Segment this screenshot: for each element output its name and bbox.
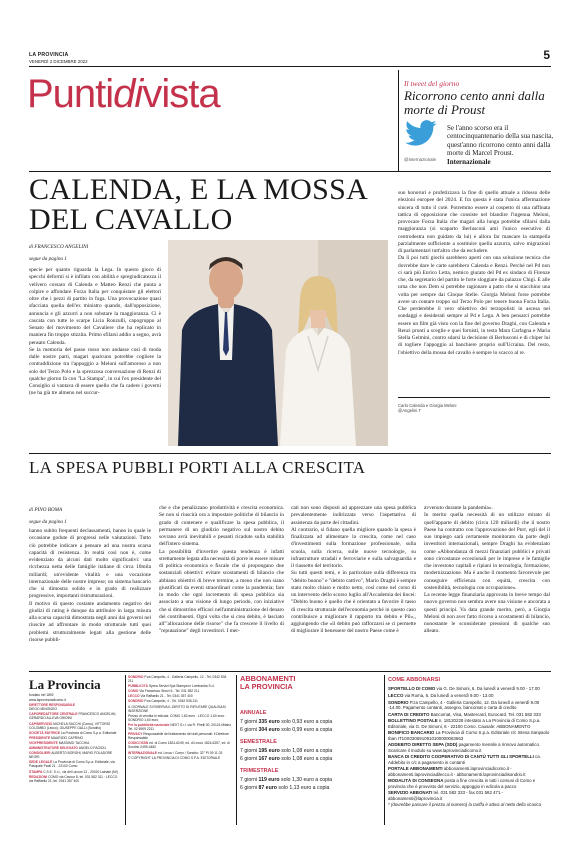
contact-item <box>388 742 551 752</box>
contact-label: PORTALE ABBONAMENTI <box>388 766 444 772</box>
footer-logo: La Provincia <box>29 677 101 692</box>
info-label: PRIVACY <box>128 732 144 737</box>
staff-value: La Provincia di Como S.p.a. Editoriale, via Pasquale Paoli 21 - 22100 Como <box>29 760 115 769</box>
article2-column-1-text: hanno subito frequenti declassamenti, hanno in quale le occasione godute di progressi nelle valutazioni. Tutto ciò potrebbe indicare a pensare ad una nostra scarsa capacità di resistenza. In realtà così non è, come evidenziato da alcuni dati molto significativi: una ricchezza netta delle famiglie italiane di circa 10mila miliardi; un'evidente vitalità e una vocazione internazionale delle nostre imprese; un sistema bancario che si dimostra solido e in grado di realizzare progressive, importanti ristrutturazioni. Il motivo di questo costante andamento negativo dei giudizi di rating è dunque da attribuire in larga misura alla scarsa capacità dimostrata negli anni dai governi nel riuscire ad affrontare in modo strutturale tutti quei problemi strutturalmente legati alla gestione delle risorse pubbli- <box>29 528 151 643</box>
info-label: INTERNAZIONALE <box>128 750 159 755</box>
info-item <box>128 699 232 703</box>
info-item <box>128 732 232 740</box>
subscription-per-copy: solo 1,30 euro a copia <box>279 777 333 783</box>
subscription-days: 7 giorni <box>240 777 259 783</box>
info-item <box>128 675 232 683</box>
subscription-per-copy: solo 1,08 euro a copia <box>279 756 333 762</box>
tweet-handle: @Internazionale <box>404 157 437 162</box>
subscription-rate <box>240 727 380 733</box>
staff-item <box>29 751 121 759</box>
contact-value: pagamento mensile a rinnovo automatico. Scaricare il modulo su www.laprovinciadicomo.it <box>388 742 541 753</box>
info-value: NEXT S.r.l. via R. Pirelli 30, 20124 Milano Tel. 02 6909 2211 <box>128 722 232 732</box>
contact-label: BANCA DI CREDITO COOPERATIVO DI CANTÙ TUTTI GLI SPORTELLI <box>388 754 536 760</box>
contacts-title: COME ABBONARSI <box>388 677 441 683</box>
subscription-rate <box>240 777 380 783</box>
info-value: © COPYRIGHT LA PROVINCIA DI COMO S.P.A. EDITORIALE <box>128 755 221 760</box>
staff-value: MAURIZIO CAPRINO <box>50 735 84 740</box>
contact-value: La Provincia di Como S.p.a. Editoriale c/c Intesa Sanpaolo Iban IT10X0306910910100000063663 <box>388 730 550 741</box>
contact-value: n. 18120228 intestato a La Provincia di Como S.p.a. Editoriale, via G. De Simoni, 6 - 22100 Como. Causale: ABBONAMENTO <box>388 718 541 729</box>
contact-value: posta a fine crescita in tutti i comuni di Como e provincia che è provvisto del servizio, appoggio in edicola a pacco <box>388 778 536 789</box>
staff-value: La Provincia di Como S.p.a. Editoriale <box>60 730 117 735</box>
contact-value: Bancomat, Visa, Mastercard, Eurocard. Tel. 031 582 333 <box>430 711 541 717</box>
subscription-price: 119 euro <box>258 777 280 783</box>
info-value: Via Francesco Sforzi 5 - Tel. 031 582 211 <box>139 689 200 694</box>
staff-label: REDAZIONI <box>29 774 49 779</box>
article2-continued: segue da pagina 1 <box>29 519 67 525</box>
article1-column-3 <box>398 190 550 390</box>
subscription-period: ANNUALE <box>240 710 267 716</box>
contact-value: via G. De Simoni, 6. Da lunedì a venerdì 9.00 - 17.00 <box>436 686 540 691</box>
info-item <box>128 751 232 755</box>
subscription-rate <box>240 748 380 754</box>
article1-column-1-text: specie per quanto riguarda la Lega. In questo gioco di specchi deformi si è infilato con abilità e spregiudicatezza il velivero corsaro di Calenda e Matteo Renzi che punta a colpire e affondare Forza Italia per conquistare gli elettori oltre che i pezzi di partito in fuga. Una provocazione quasi sfacciata quella dell'ex ministro quando, dall'opposizione, annuncia e gli azzurri a non sobstare la maggioranza. Ci è cascata con tutte le scarpe Licia Ronzulli, capogruppo al Senato del movimento del Cavaliere che ha replicato in maniera fin troppo stizzita. Primo sfilarsi addio a segno, avrà pensato Calenda. Se la memoria del passe rosso non andasse così di moda dalle nostre parti, magari qualcuno potrebbe cogliere la contraddizione tra l'appoggio a Meloni sull'amoroso a non solo del Terzo Polo e la sprezzosa conversazione di Renzi di qualche giorno fa con "La Stampa", in cui l'ex presidente del Consiglio si vantava di essere quello che fa cadere i governi (ne ha già tre almeno nel succur- <box>29 267 161 397</box>
subscription-price: 195 euro <box>258 748 280 754</box>
info-label: COMO <box>128 689 140 694</box>
info-label: SONDRIO <box>128 699 145 704</box>
subscription-per-copy: solo 0,99 euro a copia <box>279 727 333 733</box>
section-title-part2: di <box>113 72 143 116</box>
staff-item <box>29 770 121 774</box>
info-item <box>128 741 232 749</box>
paper-name: LA PROVINCIA <box>29 52 69 58</box>
staff-value: C.S.E. S.r.l., via del Lavoro 12 - 20020 Lainate (MI) <box>43 769 118 774</box>
info-item <box>128 684 232 688</box>
twitter-bird-icon <box>404 120 438 148</box>
contact-item <box>388 730 551 740</box>
contact-item <box>388 686 551 691</box>
subscriptions-title-line2: LA PROVINCIA <box>240 682 293 692</box>
subscriptions-list <box>240 704 380 793</box>
masthead-rule <box>29 66 551 67</box>
article2-column-2-text: che e che penalizzano produttività e crescita economica. Se non si riuscirà ora a impostare politiche di bilancio in grado di contenere e qualificare la spesa pubblica, il permanere di un giudizio negativo sul nostro debito sovrano avrà inevitabili e pesanti ricadute sulla stabilità dell'intero sistema. La possibilità d'invertire questa tendenza è infatti strettamente legata alla necessità di porre in essere misure di politica economica e fiscale che si propongano due sostanziali obiettivi: evitare scostamenti di bilancio che abbiano obiettivi di breve termine, a meno che non siano giustificati da eventi straordinari come la pandemia; fare in modo che ogni incremento di spesa pubblica sia associato a una visione di lungo periodo, con iniziative che si dimostrino efficaci nell'amministrazione del denaro dei contribuenti. Ogni volta che si crea debito, è lasciato all'"allocazione delle risorse" che fa crescere il livello di "reputazione" degli investitori. I mer- <box>159 505 284 635</box>
staff-item <box>29 741 121 745</box>
contacts-note: * (dovrebbe passare il prezzo al numero) la tariffa è attiva al netto della ricarica <box>388 802 542 808</box>
info-value: ed. di Como 1824-6249, ed. di Lecco 1824-6257, ed. di Sondrio 2499-4460 <box>128 741 230 750</box>
article2-column-4 <box>424 505 550 662</box>
subscription-price: 335 euro <box>258 719 280 725</box>
founded-note: fondato nel 1892 <box>29 693 54 697</box>
issue-date: VENERDÌ 2 DICEMBRE 2022 <box>29 59 88 64</box>
tweet-text: Se l'anno scorso era il centocinquantenario della sua nascita, quest'anno ricorrono cento anni dalla morte di Marcel Proust. <box>447 124 554 158</box>
photo-credit: @Angelini.T <box>398 408 421 414</box>
article2-column-2 <box>159 505 284 662</box>
staff-list <box>29 712 121 782</box>
article1-continued: segue da pagina 1 <box>29 256 67 262</box>
info-item <box>128 723 232 731</box>
staff-label: STAMPA <box>29 769 44 774</box>
site-url: www.laprovinciadicomo.it <box>29 698 66 703</box>
section-title-part1: Punti <box>27 72 114 116</box>
info-item <box>128 689 232 693</box>
staff-value: MASSIMO TACCHIA <box>58 740 90 745</box>
section-title-part3: vista <box>142 72 220 116</box>
contact-item <box>388 778 551 788</box>
staff-item <box>29 722 121 730</box>
info-label: Per la pubblicità nazionale <box>128 722 171 727</box>
subscription-period: TRIMESTRALE <box>240 768 279 774</box>
contact-value: abbonamenti.laprovinciadicomo.it - abbonamenti.laprovinciadilecco.it - abbonamenti.laprovinciadisondrio.it <box>388 766 526 777</box>
article1-headline-line1: CALENDA, E LA MOSSA <box>29 173 369 206</box>
article2-column-3 <box>291 505 416 662</box>
contact-label: MODALITÀ DI CONSEGNA <box>388 778 445 784</box>
subscription-rate <box>240 756 380 762</box>
subscription-price: 304 euro <box>258 727 280 733</box>
contact-item <box>388 754 551 764</box>
section-title <box>27 72 220 117</box>
staff-item <box>29 736 121 740</box>
info-value: Prezzo di vendita in edicola: COMO 1,60 euro · LECCO 1,60 euro · SONDRIO 1,60 euro <box>128 713 227 722</box>
article1-headline-line2: DEL CAVALLO <box>29 203 233 236</box>
staff-item <box>29 775 121 783</box>
tweet-source: Internazionale <box>447 157 491 166</box>
info-item <box>128 705 232 713</box>
staff-label: SOCIETÀ EDITRICE <box>29 730 61 735</box>
director-label: DIRETTORE RESPONSABILE <box>29 703 75 708</box>
subscription-rate <box>240 719 380 725</box>
tweet-title: Ricorrono cento anni dalla morte di Proust <box>404 88 545 117</box>
contact-label: BOLLETTINO POSTALE <box>388 718 439 724</box>
contact-label: SERVIZIO ABBONATI <box>388 790 434 796</box>
subscription-price: 167 euro <box>258 756 280 762</box>
contact-label: BONIFICO BANCARIO <box>388 730 436 736</box>
info-list <box>128 675 232 760</box>
contact-item <box>388 790 551 800</box>
subscription-days: 6 giorni <box>240 785 259 791</box>
article2-column-4-text: avvenuto durante la pandemia». In merito quella necessità di un utilizzo mirato di quell'apparte di debito (circa 120 miliardi) che il nostro Paese ha contratto con l'approvazione del Pnrr, egli del il suo impiego sarà certamente monitorato da parte degli investitori internazionali, sempre Draghi ha evidenziato come «Abbondanza di mezzi finanziari pubblici e privati sono circostanze eccezionali per le imprese e le famiglie che investono capitali e ripiani in tecnologia, formazione, modernizzazione. Ma è anche il momento favorevole per conseguire efficienza con equità, crescita con sostenibilità, tecnologia con occupazione». La recente legge finanziaria approvata in breve tempo dal nuovo governo non sembra avere una visione e ancorata a questi principi. Va data grande merito, però, a Giorgia Meloni di non aver fatto ricorso a scostamenti di bilancio, nonostante le sconsiderate pressioni di qualche suo alleato. <box>424 505 550 635</box>
tweet-body <box>447 124 555 166</box>
staff-label: CONSIGLIERI <box>29 751 52 756</box>
staff-label: AMMINISTRATORE DELEGATO <box>29 746 79 751</box>
info-label: PUBBLICITÀ <box>128 684 149 689</box>
photo-caption-text: Carlo Calenda e Giorgia Meloni <box>398 403 457 408</box>
staff-value: FRANCESCO ANGELINI, GERARDO ALLEVA GHIDINI <box>29 712 117 721</box>
subscription-days: 6 giorni <box>240 756 259 762</box>
subscriptions-title <box>240 675 295 692</box>
article2-top-rule <box>29 453 551 454</box>
subscription-per-copy: solo 0,93 euro a copia <box>279 719 333 725</box>
article2-headline: LA SPESA PUBBLI PORTI ALLA CRESCITA <box>29 458 366 477</box>
article1-headline <box>29 175 389 235</box>
info-value: P.za Campello, 4 - Galleria Campello, 12 - Tel. 0342 535 211 <box>128 675 227 684</box>
footer-top-rule <box>29 671 551 672</box>
staff-item <box>29 731 121 735</box>
info-value: IL GIORNALE SI RISERVA IL DIRITTO DI RIFIUTARE QUALSIASI INSERZIONE <box>128 704 226 713</box>
contact-label: CARTA DI CREDITO <box>388 711 431 717</box>
tweet-kicker: Il tweet del giorno <box>404 79 460 88</box>
info-label: LECCO <box>128 694 141 699</box>
contact-item <box>388 700 551 710</box>
subscription-days: 7 giorni <box>240 748 259 754</box>
article1-top-rule <box>29 171 551 172</box>
article-photo <box>168 240 388 446</box>
contact-value: P.za Campello, 4 - Galleria Campello, 12. Da lunedì a venerdì 9.00 -14.00. Pagamento contanti, assegno, bancomat o carta di credito <box>388 699 540 710</box>
page-number: 5 <box>543 48 550 62</box>
info-value: P.za Campello, 4 - Tel. 0342 535 211 <box>144 699 198 704</box>
staff-value: ALBERTO BORGHI, MARIO FOLADORE NEGRI <box>29 751 113 760</box>
info-value: ed. Lecco / Como / Sondrio: 32° PI 09 11 03 <box>158 750 223 755</box>
staff-label: VICEPRESIDENTE <box>29 740 59 745</box>
photo-illustration <box>168 240 388 446</box>
info-item <box>128 714 232 722</box>
contacts-list <box>388 686 551 809</box>
staff-item <box>29 712 121 720</box>
director-name: DIEGO MINONZIO <box>29 707 58 712</box>
staff-item <box>29 746 121 750</box>
subscription-per-copy: solo 1,13 euro a copia <box>276 785 330 791</box>
subscription-rate <box>240 785 380 791</box>
contact-item <box>388 712 551 717</box>
staff-value: COMO via Cavour 8, tel. 031 582 311 · LECCO via Raffaello 21, tel. 0341 357 400 <box>29 774 118 783</box>
info-value: Responsabile del trattamento dei dati personali: il Direttore Responsabile <box>128 732 229 741</box>
staff-item <box>29 760 121 768</box>
contact-label: SPORTELLO DI COMO <box>388 686 437 691</box>
staff-label: CAPOREDATTORE CENTRALE <box>29 712 79 717</box>
info-value: Sprea Servizi Spa Stampa in Lombardia S.r.l. <box>148 684 216 689</box>
contact-value: ca. Addebito in c/c a pagamento in contanti <box>388 754 541 765</box>
contact-item <box>388 718 551 728</box>
article1-column-3-text: suo honoruri e profetizzava la fine di quello attuale a ridosso delle elezioni europee del 2024. E fra questa è stata l'unica affermazione sincera di tutto il cotè. Potremmo essere al cospetto di una raffinata tattica di opposizione che consiste nel blandire l'ingenua Meloni, provocare Forza Italia che magari alla lunga potrebbe sfilarsi dalla maggioranza (si scaparto Berlusconi ami l'unico esecutivo di centrodestra non guidato da lui) e allora far mancare la stampella parzialmente sufficiente a sostituire quella azzurra, salvo migrazioni di parlamentari tutt'altro che da escludere. Da lì poi tutti giochi sarebbero aperti con una soluzione tecnica che dovrebbe dare le carte sarebbero Calenda e Renzi. Perché nel Pd non ci sarà più Enrico Letta, nemico giurato del Pd ex sindaco di Firenze che, da segretario del partito le forte sloggiare da palazzo Chigi. E alle urna che non Dem si potrebbe ragionare a patto che si stacchino una volta per sempre dai Cinque Stelle. Giorgia Meloni forse potrebbe avere un contare troppo sul Terzo Polo per tenere buona Forza Italia. Che perderebbe il vero obiettivo dei terzopolisti in ascesa nei sondaggi e desiderati sempre al Pd e Lega. A ben pensarci potrebbe essere un film già visto con la fine del governo Draghi, con Calenda e Renzi pronti a sceglie e quei fornisti, in testa Mara Carfagna e Maria Stella Gelmini, contro sdarsi la decisione di Berlusconi e di chiper lui di togliere l'appoggio al banchiere proprio sull'Ucraina. Del resto, l'obiettivo della mossa del cavallo è sempre lo scacco al re. <box>398 190 550 356</box>
article1-column-1 <box>29 267 161 447</box>
contact-item <box>388 693 551 698</box>
subscriptions-title-line1: ABBONAMENTI <box>240 674 296 683</box>
contact-item <box>388 766 551 776</box>
contact-value: via Roma, 6. Da lunedì a venerdì 9.00 - 13.00 <box>404 692 494 698</box>
photo-caption <box>398 403 456 413</box>
staff-label: CAPISERVIZIO <box>29 721 54 726</box>
article2-column-1 <box>29 528 151 662</box>
contact-label: SONDRIO <box>388 699 410 705</box>
staff-label: PRESIDENTE <box>29 735 51 740</box>
subscription-price: 87 euro <box>258 785 277 791</box>
info-label: CODICI ISSN <box>128 741 150 746</box>
staff-value: MICHELA SACCHI (Como), VITTORIO COLOMBO (Lecco), GIUSEPPE GALLI (Sondrio) <box>29 721 111 730</box>
article2-byline: di PINO BOMA <box>29 507 63 513</box>
subscription-per-copy: solo 1,08 euro a copia <box>279 748 333 754</box>
info-value: Via Raffaello 21 - Tel. 0341 357 400 <box>140 694 193 699</box>
info-item <box>128 756 232 760</box>
staff-label: SEDE LEGALE <box>29 760 54 765</box>
article1-byline: di FRANCESCO ANGELINI <box>29 244 89 250</box>
subscription-period: SEMESTRALE <box>240 739 277 745</box>
subscription-days: 6 giorni <box>240 727 259 733</box>
footer-info <box>128 675 232 761</box>
contact-label: ADDEBITO DIRETTO SEPA (SDD) <box>388 742 459 748</box>
staff-value: ANGELO FAGIOLI <box>78 746 107 751</box>
article2-column-3-text: cati non sono disposti ad apprezzare una spesa pubblica prevalentemente indirizzata verso l'aspettativa di assistenza da parte dei cittadini. Al contrario, si fidano quella migliore quando la spesa è finalizzata ad alimentare la crescita, come nel caso d'investimenti sulla formazione professionale, sulla scuola, sulla ricerca, sulle nuove tecnologie, su infrastrutture stradali e ferroviarie e sulla salvaguardia e il riassetto del territorio. Su tutti questi temi, e in particolare sulla differenza tra "debito buono" e "debito cattivo", Mario Draghi è sempre stato molto chiaro e molto netto, così come nel corso di un intervento dello scorso luglio all'Accademia dei lincei: "Debito buono è quello che è orientato a favorire il tasso di crescita strutturale dell'economia perché in questo caso contribuisce a migliorare il rapporto tra debito e Pil»,, aggiungendo che «il debito può rafforzarsi se ci permette di migliorare il benessere del nostro Paese come è <box>291 505 416 635</box>
contact-value: tel. 031 582 333 - fax 031 582 471 - abbonamenti@laprovincia.it <box>388 790 504 801</box>
footer-staff <box>29 693 121 784</box>
info-item <box>128 694 232 698</box>
info-label: SONDRIO <box>128 675 145 679</box>
tweet-divider <box>398 70 399 172</box>
subscription-days: 7 giorni <box>240 719 259 725</box>
contact-label: LECCO <box>388 692 405 698</box>
